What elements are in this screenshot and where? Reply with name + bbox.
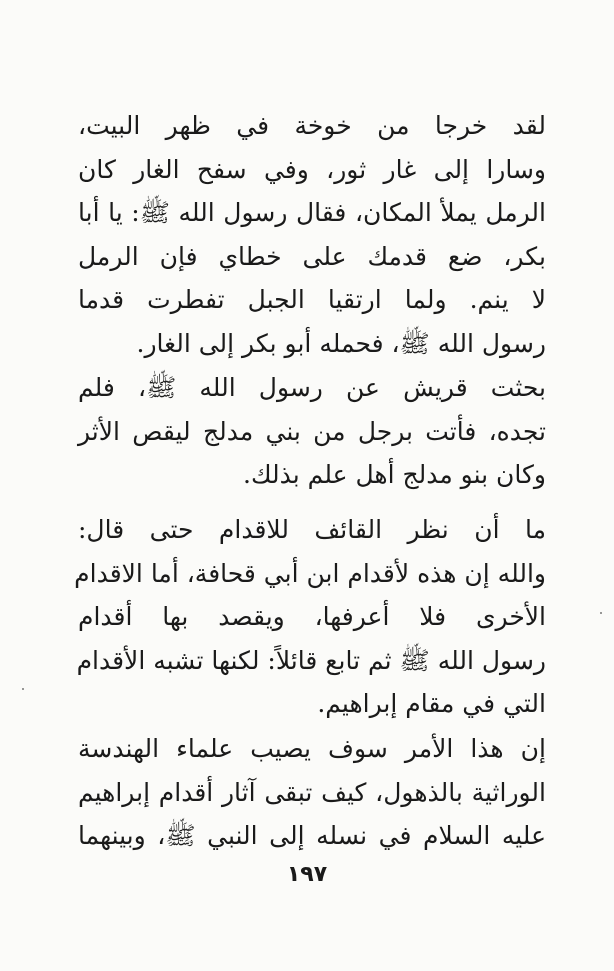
text-line: والله إن هذه لأقدام ابن أبي قحافة، أما الاقدام [74, 558, 546, 588]
text-line: عليه السلام في نسله إلى النبي ﷺ، وبينهما [78, 821, 546, 850]
text-line: الرمل يملأ المكان، فقال رسول الله ﷺ: يا أبا [78, 198, 546, 227]
text-line: إن هذا الأمر سوف يصيب علماء الهندسة [78, 734, 546, 763]
paragraph-cave-journey [78, 104, 546, 365]
text-line: رسول الله ﷺ، فحمله أبو بكر إلى الغار. [136, 328, 546, 358]
text-line: بكر، ضع قدمك على خطاي فإن الرمل [78, 241, 546, 271]
scan-speck [22, 688, 24, 690]
text-line: بحثت قريش عن رسول الله ﷺ، فلم [78, 373, 546, 402]
scan-speck [600, 612, 602, 614]
text-line: ما أن نظر القائف للاقدام حتى قال: [78, 515, 546, 544]
text-line: وكان بنو مدلج أهل علم بذلك. [243, 460, 546, 489]
text-line: الأخرى فلا أعرفها، ويقصد بها أقدام [78, 602, 546, 631]
text-line: الوراثية بالذهول، كيف تبقى آثار أقدام إبراهيم [78, 777, 546, 807]
paragraph-quraysh-search [78, 366, 546, 497]
text-line: لا ينم. ولما ارتقيا الجبل تفطرت قدما [78, 285, 546, 314]
text-line: وسارا إلى غار ثور، وفي سفح الغار كان [78, 154, 546, 184]
text-line: تجده، فأتت برجل من بني مدلج ليقص الأثر [78, 416, 546, 446]
text-line: التي في مقام إبراهيم. [317, 689, 546, 718]
text-line: رسول الله ﷺ ثم تابع قائلاً: لكنها تشبه الأقدام [76, 645, 546, 675]
paragraph-tracker-speech [74, 508, 546, 726]
paragraph-genetics [78, 727, 546, 858]
text-line: لقد خرجا من خوخة في ظهر البيت، [78, 111, 546, 140]
page-number: ١٩٧ [286, 862, 328, 887]
